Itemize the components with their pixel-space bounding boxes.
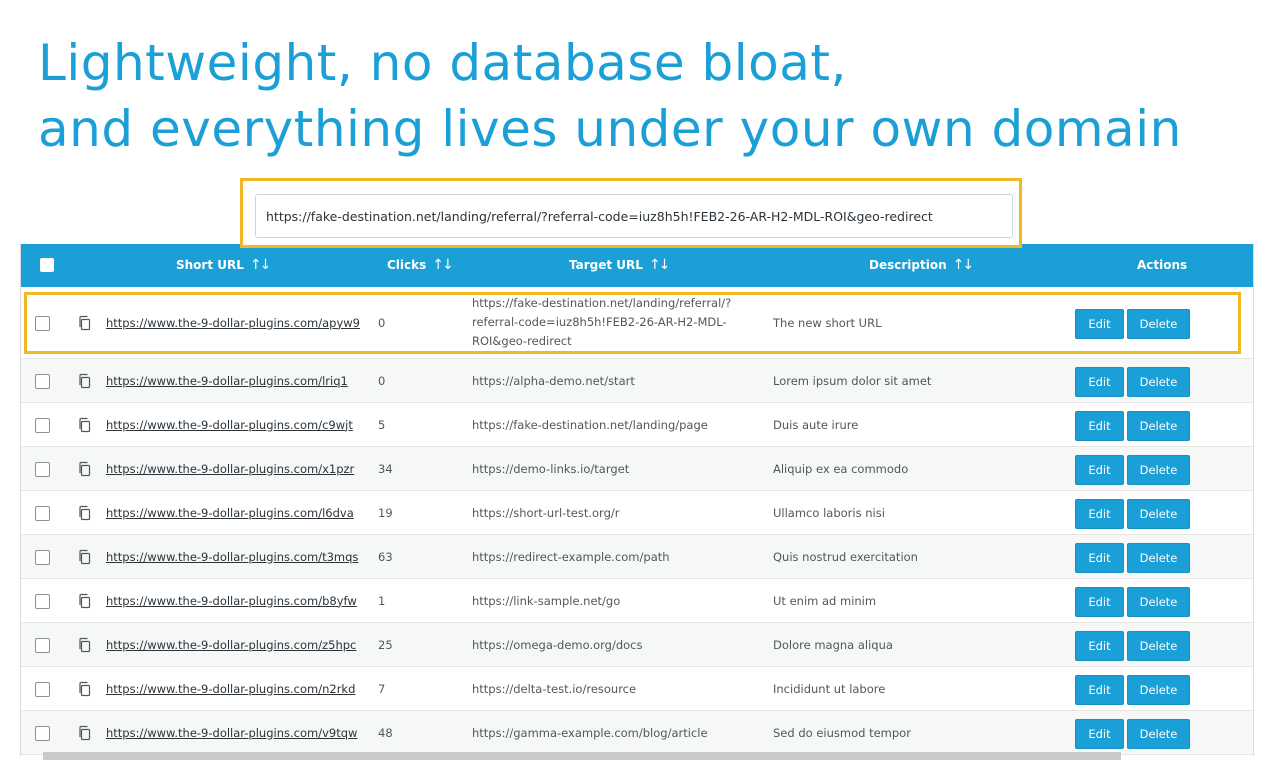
delete-button[interactable]: Delete — [1127, 499, 1190, 529]
edit-button[interactable]: Edit — [1075, 411, 1124, 441]
edit-button[interactable]: Edit — [1075, 631, 1124, 661]
horizontal-scrollbar[interactable] — [43, 752, 1121, 760]
short-url-link[interactable]: https://www.the-9-dollar-plugins.com/t3mqs — [106, 549, 359, 564]
short-url-link[interactable]: https://www.the-9-dollar-plugins.com/l6dva — [106, 505, 354, 520]
delete-button[interactable]: Delete — [1127, 631, 1190, 661]
column-actions: Actions — [1137, 258, 1188, 272]
edit-button[interactable]: Edit — [1075, 675, 1124, 705]
description: Aliquip ex ea commodo — [773, 461, 909, 476]
table-row — [21, 579, 1253, 623]
description: Duis aute irure — [773, 417, 859, 432]
target-url: https://demo-links.io/target — [472, 461, 630, 476]
delete-button[interactable]: Delete — [1127, 719, 1190, 749]
delete-button[interactable]: Delete — [1127, 675, 1190, 705]
target-url: https://omega-demo.org/docs — [472, 637, 643, 652]
clicks-count: 5 — [378, 417, 386, 432]
description: Incididunt ut labore — [773, 681, 886, 696]
description: Ut enim ad minim — [773, 593, 877, 608]
clicks-count: 0 — [378, 373, 386, 388]
target-url-highlight — [240, 178, 1022, 248]
delete-button[interactable]: Delete — [1127, 455, 1190, 485]
column-short-url[interactable] — [176, 244, 269, 287]
table-row — [21, 667, 1253, 711]
short-url-link[interactable]: https://www.the-9-dollar-plugins.com/z5hpc — [106, 637, 357, 652]
table-row — [21, 287, 1253, 359]
short-url-link[interactable]: https://www.the-9-dollar-plugins.com/b8yfw — [106, 593, 357, 608]
headline-line-2: and everything lives under your own domain — [38, 100, 1182, 158]
description: The new short URL — [773, 315, 882, 330]
description: Quis nostrud exercitation — [773, 549, 918, 564]
target-url: https://fake-destination.net/landing/page — [472, 417, 708, 432]
table-row — [21, 623, 1253, 667]
row-checkbox[interactable] — [35, 594, 50, 609]
row-checkbox[interactable] — [35, 550, 50, 565]
description: Sed do eiusmod tempor — [773, 725, 911, 740]
edit-button[interactable]: Edit — [1075, 455, 1124, 485]
column-description[interactable] — [869, 244, 972, 287]
description: Dolore magna aliqua — [773, 637, 893, 652]
copy-icon[interactable] — [77, 315, 93, 331]
target-url: https://link-sample.net/go — [472, 593, 621, 608]
target-url: https://gamma-example.com/blog/article — [472, 725, 708, 740]
headline-line-1: Lightweight, no database bloat, — [38, 34, 847, 92]
target-url: https://alpha-demo.net/start — [472, 373, 635, 388]
delete-button[interactable]: Delete — [1127, 411, 1190, 441]
clicks-count: 34 — [378, 461, 393, 476]
delete-button[interactable]: Delete — [1127, 309, 1190, 339]
target-url-input[interactable] — [255, 194, 1013, 238]
copy-icon[interactable] — [77, 681, 93, 697]
row-checkbox[interactable] — [35, 374, 50, 389]
row-checkbox[interactable] — [35, 462, 50, 477]
short-url-link[interactable]: https://www.the-9-dollar-plugins.com/n2rkd — [106, 681, 356, 696]
copy-icon[interactable] — [77, 373, 93, 389]
delete-button[interactable]: Delete — [1127, 367, 1190, 397]
target-url: https://fake-destination.net/landing/referral/?referral-code=iuz8h5h!FEB2-26-AR-H2-MDL-ROI&geo-redirect — [472, 296, 732, 348]
delete-button[interactable]: Delete — [1127, 587, 1190, 617]
edit-button[interactable]: Edit — [1075, 543, 1124, 573]
table-row — [21, 403, 1253, 447]
target-url: https://redirect-example.com/path — [472, 549, 670, 564]
edit-button[interactable]: Edit — [1075, 309, 1124, 339]
row-checkbox[interactable] — [35, 682, 50, 697]
delete-button[interactable]: Delete — [1127, 543, 1190, 573]
copy-icon[interactable] — [77, 725, 93, 741]
sort-icon[interactable]: ↑↓ — [648, 257, 669, 273]
table-header — [21, 244, 1253, 287]
headline — [38, 30, 1182, 162]
clicks-count: 0 — [378, 315, 386, 330]
clicks-count: 19 — [378, 505, 393, 520]
copy-icon[interactable] — [77, 505, 93, 521]
clicks-count: 25 — [378, 637, 393, 652]
edit-button[interactable]: Edit — [1075, 367, 1124, 397]
copy-icon[interactable] — [77, 461, 93, 477]
row-checkbox[interactable] — [35, 316, 50, 331]
clicks-count: 63 — [378, 549, 393, 564]
sort-icon[interactable]: ↑↓ — [952, 257, 973, 273]
target-url: https://short-url-test.org/r — [472, 505, 620, 520]
short-url-link[interactable]: https://www.the-9-dollar-plugins.com/c9wjt — [106, 417, 353, 432]
row-checkbox[interactable] — [35, 506, 50, 521]
table-row — [21, 535, 1253, 579]
description: Ullamco laboris nisi — [773, 505, 885, 520]
row-checkbox[interactable] — [35, 418, 50, 433]
row-checkbox[interactable] — [35, 726, 50, 741]
column-target-url-label: Target URL — [569, 258, 643, 272]
copy-icon[interactable] — [77, 593, 93, 609]
sort-icon[interactable]: ↑↓ — [249, 257, 270, 273]
column-short-url-label: Short URL — [176, 258, 244, 272]
description: Lorem ipsum dolor sit amet — [773, 373, 932, 388]
column-clicks-label: Clicks — [387, 258, 427, 272]
table-row — [21, 491, 1253, 535]
copy-icon[interactable] — [77, 417, 93, 433]
short-url-link[interactable]: https://www.the-9-dollar-plugins.com/x1pzr — [106, 461, 355, 476]
target-url: https://delta-test.io/resource — [472, 681, 637, 696]
clicks-count: 48 — [378, 725, 393, 740]
row-checkbox[interactable] — [35, 638, 50, 653]
column-target-url[interactable] — [569, 244, 668, 287]
short-url-link[interactable]: https://www.the-9-dollar-plugins.com/apyw9 — [106, 315, 360, 330]
select-all-checkbox[interactable] — [40, 258, 54, 272]
table-body — [21, 287, 1253, 755]
table-row — [21, 359, 1253, 403]
table-row — [21, 711, 1253, 755]
short-url-link[interactable]: https://www.the-9-dollar-plugins.com/v9tqw — [106, 725, 358, 740]
short-url-link[interactable]: https://www.the-9-dollar-plugins.com/lriq1 — [106, 373, 348, 388]
clicks-count: 1 — [378, 593, 386, 608]
column-clicks[interactable] — [387, 244, 452, 287]
copy-icon[interactable] — [77, 637, 93, 653]
edit-button[interactable]: Edit — [1075, 499, 1124, 529]
edit-button[interactable]: Edit — [1075, 587, 1124, 617]
sort-icon[interactable]: ↑↓ — [432, 257, 452, 273]
clicks-count: 7 — [378, 681, 386, 696]
short-urls-table — [20, 244, 1254, 756]
copy-icon[interactable] — [77, 549, 93, 565]
edit-button[interactable]: Edit — [1075, 719, 1124, 749]
column-description-label: Description — [869, 258, 947, 272]
table-row — [21, 447, 1253, 491]
